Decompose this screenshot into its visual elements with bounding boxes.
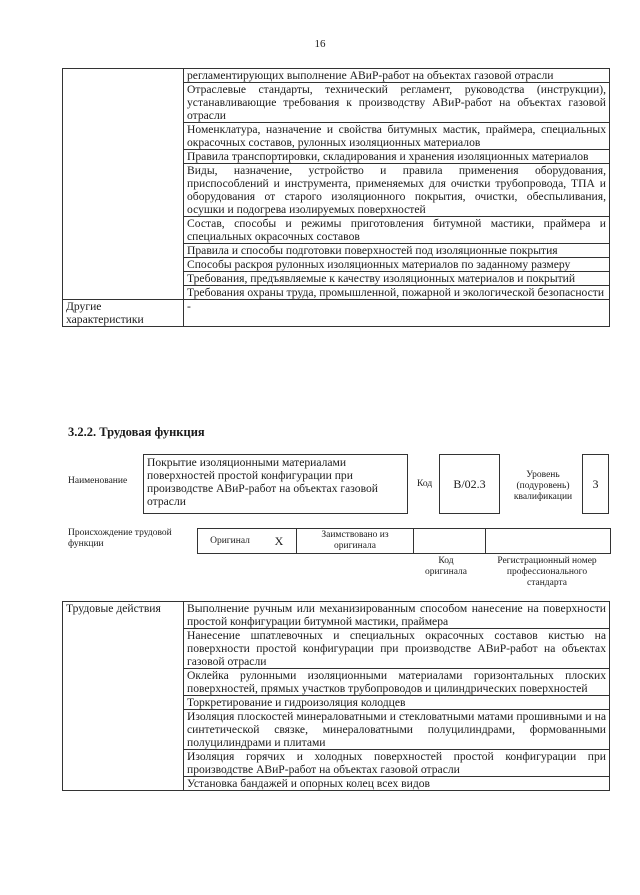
- actions-label: Трудовые действия: [63, 602, 184, 791]
- function-code-box: В/02.3: [439, 454, 500, 514]
- knowledge-item: регламентирующих выполнение АВиР-работ на объектах газовой отрасли: [184, 69, 610, 83]
- knowledge-item: Виды, назначение, устройство и правила применения оборудования, приспособлений и инструмента, применяемых для очистки трубопровода, ТПА и оборудования от старого изоляционного покрытия, очистки, обеспыливания, осушки и подогрева изолируемых поверхностей: [184, 164, 610, 217]
- original-label: Оригинал: [198, 529, 263, 554]
- knowledge-item: Отраслевые стандарты, технический регламент, руководства (инструкции), устанавливающие требования к производству АВиР-работ на объектах газовой отрасли: [184, 83, 610, 123]
- action-item: Выполнение ручным или механизированным способом нанесение на поверхности простой конфигурации битумной мастики, праймера: [184, 602, 610, 629]
- original-mark: X: [262, 529, 297, 554]
- knowledge-item: Требования, предъявляемые к качеству изоляционных материалов и покрытий: [184, 272, 610, 286]
- original-code-label: Код оригинала: [425, 556, 467, 577]
- reg-number-cell: [486, 529, 611, 554]
- action-item: Нанесение шпатлевочных и специальных окрасочных составов кистью на поверхности простой конфигурации при производстве АВиР-работ на объектах газовой отрасли: [184, 629, 610, 669]
- name-label: Наименование: [68, 476, 128, 486]
- borrowed-label: Заимствовано из оригинала: [297, 529, 414, 554]
- reg-number-label: Регистрационный номер профессионального стандарта: [497, 556, 597, 588]
- action-item: Оклейка рулонными изоляционными материалами горизонтальных плоских поверхностей, прямых участков трубопроводов и цилиндрических поверхностей: [184, 669, 610, 696]
- original-code-cell: [414, 529, 486, 554]
- section-title: 3.2.2. Трудовая функция: [68, 425, 205, 439]
- function-name-box: Покрытие изоляционными материалами поверхностей простой конфигурации при производстве АВиР-работ на объектах газовой отрасли: [143, 454, 408, 514]
- knowledge-item: Правила транспортировки, складирования и хранения изоляционных материалов: [184, 150, 610, 164]
- knowledge-item: Способы раскроя рулонных изоляционных материалов по заданному размеру: [184, 258, 610, 272]
- action-item: Изоляция плоскостей минераловатными и стекловатными матами прошивными и на синтетической связке, минераловатными полуцилиндрами, формованными полуцилиндрами и плитами: [184, 710, 610, 750]
- knowledge-item: Номенклатура, назначение и свойства битумных мастик, праймера, специальных окрасочных составов, рулонных изоляционных материалов: [184, 123, 610, 150]
- action-item: Установка бандажей и опорных колец всех видов: [184, 777, 610, 791]
- code-label: Код: [417, 479, 433, 489]
- other-characteristics-value: -: [184, 300, 610, 327]
- action-item: Торкретирование и гидроизоляция колодцев: [184, 696, 610, 710]
- action-item: Изоляция горячих и холодных поверхностей простой конфигурации при производстве АВиР-работ на объектах газовой отрасли: [184, 750, 610, 777]
- origin-label: Происхождение трудовой функции: [68, 528, 172, 549]
- knowledge-item: Состав, способы и режимы приготовления битумной мастики, праймера и специальных окрасочных составов: [184, 217, 610, 244]
- page-number: 16: [314, 38, 326, 50]
- knowledge-label-cell: [63, 69, 184, 300]
- knowledge-item: Требования охраны труда, промышленной, пожарной и экологической безопасности: [184, 286, 610, 300]
- level-label: Уровень (подуровень) квалификации: [513, 470, 573, 502]
- level-value-box: 3: [582, 454, 609, 514]
- knowledge-item: Правила и способы подготовки поверхностей под изоляционные покрытия: [184, 244, 610, 258]
- other-characteristics-label: Другие характеристики: [63, 300, 184, 327]
- actions-table: [62, 601, 610, 791]
- knowledge-table: [62, 68, 610, 327]
- origin-table: [197, 528, 611, 554]
